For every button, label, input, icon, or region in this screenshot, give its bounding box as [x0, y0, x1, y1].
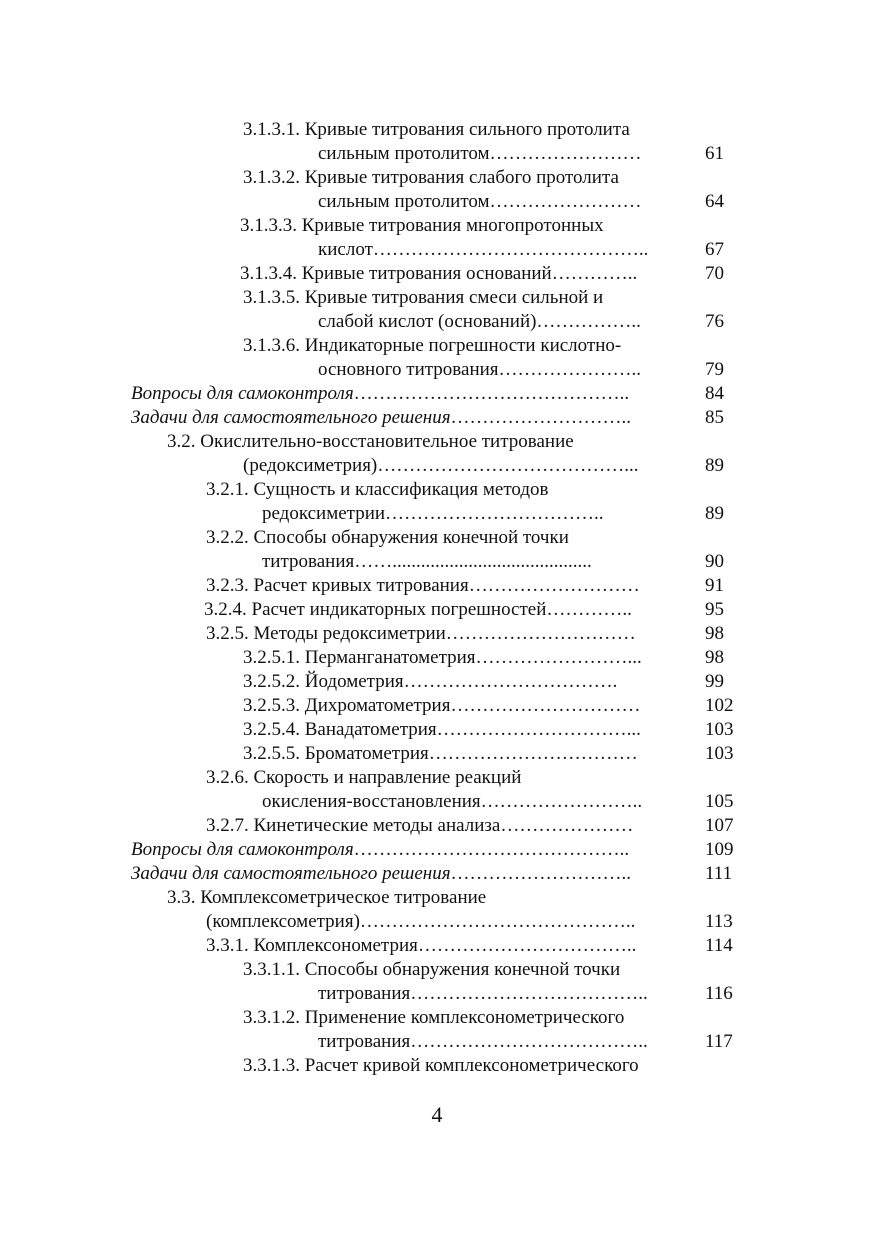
toc-entry-text: 3.2.5.3. Дихроматометрия………………………… — [243, 695, 641, 716]
toc-page-number: 98 — [705, 647, 724, 668]
toc-page-number: 95 — [705, 599, 724, 620]
toc-page-number: 103 — [705, 743, 734, 764]
toc-page-number: 89 — [705, 455, 724, 476]
toc-entry-text: редоксиметрии…………………………….. — [262, 503, 604, 524]
toc-entry-text: основного титрования………………….. — [318, 359, 642, 380]
toc-page-number: 105 — [705, 791, 734, 812]
toc-page-number: 107 — [705, 815, 734, 836]
toc-entry-text: 3.2.5.2. Йодометрия……………………………. — [243, 671, 618, 692]
toc-page-number: 89 — [705, 503, 724, 524]
toc-page-number: 98 — [705, 623, 724, 644]
toc-page-number: 67 — [705, 239, 724, 260]
toc-entry-questions — [131, 382, 629, 406]
toc-entry-text: 3.1.3.5. Кривые титрования смеси сильной и — [243, 287, 604, 308]
toc-page-number: 117 — [705, 1031, 733, 1052]
toc-entry-problems — [131, 406, 631, 430]
toc-page-number: 111 — [705, 863, 733, 884]
toc-entry-text: 3.2.7. Кинетические методы анализа………………… — [206, 815, 634, 836]
toc-page-number: 70 — [705, 263, 724, 284]
toc-page-number: 61 — [705, 143, 724, 164]
toc-entry-text: 3.1.3.2. Кривые титрования слабого протолита — [243, 167, 619, 188]
toc-page-number: 90 — [705, 551, 724, 572]
toc-entry-text: 3.2.1. Сущность и классификация методов — [206, 479, 549, 500]
toc-dot-leader: ……………………….. — [450, 407, 632, 428]
toc-page-number: 64 — [705, 191, 724, 212]
toc-entry-text: 3.3.1.3. Расчет кривой комплексонометрического — [243, 1055, 639, 1076]
toc-entry-text: сильным протолитом…………………… — [318, 191, 642, 212]
toc-entry-text: 3.1.3.1. Кривые титрования сильного протолита — [243, 119, 630, 140]
toc-entry-text: 3.2. Окислительно-восстановительное титрование — [167, 431, 574, 452]
toc-entry-text: титрования……………………………….. — [318, 983, 648, 1004]
toc-entry-text: Вопросы для самоконтроля — [131, 383, 354, 404]
toc-page-number: 114 — [705, 935, 733, 956]
toc-entry-text: Задачи для самостоятельного решения — [131, 863, 451, 884]
toc-entry-text: 3.2.2. Способы обнаружения конечной точки — [206, 527, 569, 548]
toc-entry-problems — [131, 862, 631, 886]
toc-page-number: 109 — [705, 839, 734, 860]
toc-entry-text: 3.2.6. Скорость и направление реакций — [206, 767, 522, 788]
toc-dot-leader: ……………………….. — [450, 863, 632, 884]
toc-entry-text: 3.2.3. Расчет кривых титрования……………………… — [206, 575, 640, 596]
toc-entry-questions — [131, 838, 629, 862]
toc-entry-text: слабой кислот (оснований)…………….. — [318, 311, 641, 332]
toc-entry-text: Вопросы для самоконтроля — [131, 839, 354, 860]
toc-entry-text: 3.2.5.4. Ванадатометрия…………………………... — [243, 719, 641, 740]
toc-dot-leader: …………………………………….. — [353, 383, 630, 404]
toc-entry-text: (редоксиметрия)…………………………………... — [243, 455, 639, 476]
toc-entry-text: 3.2.5.1. Перманганатометрия……………………... — [243, 647, 642, 668]
toc-page-number: 102 — [705, 695, 734, 716]
toc-entry-text: 3.1.3.4. Кривые титрования оснований………….. — [240, 263, 638, 284]
toc-page-number: 84 — [705, 383, 724, 404]
toc-page-number: 116 — [705, 983, 733, 1004]
toc-entry-text: (комплексометрия)…………………………………….. — [206, 911, 636, 932]
toc-entry-text: кислот…………………………………….. — [318, 239, 649, 260]
toc-entry-text: титрования…….......................................... — [262, 551, 592, 572]
toc-entry-text: 3.3.1.1. Способы обнаружения конечной точки — [243, 959, 621, 980]
toc-entry-text: Задачи для самостоятельного решения — [131, 407, 451, 428]
toc-entry-text: 3.3. Комплексометрическое титрование — [167, 887, 487, 908]
toc-entry-text: 3.2.4. Расчет индикаторных погрешностей………….. — [204, 599, 632, 620]
toc-page-number: 79 — [705, 359, 724, 380]
toc-page-number: 103 — [705, 719, 734, 740]
toc-page-number: 85 — [705, 407, 724, 428]
toc-entry-text: окисления-восстановления…………………….. — [262, 791, 643, 812]
toc-page-number: 76 — [705, 311, 724, 332]
toc-entry-text: 3.3.1.2. Применение комплексонометрического — [243, 1007, 625, 1028]
toc-page-number: 99 — [705, 671, 724, 692]
toc-page-number: 113 — [705, 911, 733, 932]
toc-entry-text: 3.2.5.5. Броматометрия…………………………… — [243, 743, 638, 764]
toc-dot-leader: …………………………………….. — [353, 839, 630, 860]
toc-entry-text: 3.3.1. Комплексонометрия…………………………….. — [206, 935, 637, 956]
page-number: 4 — [431, 1102, 443, 1127]
toc-entry-text: 3.1.3.6. Индикаторные погрешности кислотно- — [243, 335, 622, 356]
toc-entry-text: сильным протолитом…………………… — [318, 143, 642, 164]
toc-entry-text: 3.1.3.3. Кривые титрования многопротонных — [240, 215, 604, 236]
toc-entry-text: титрования……………………………….. — [318, 1031, 648, 1052]
toc-entry-text: 3.2.5. Методы редоксиметрии………………………… — [206, 623, 636, 644]
toc-page-number: 91 — [705, 575, 724, 596]
